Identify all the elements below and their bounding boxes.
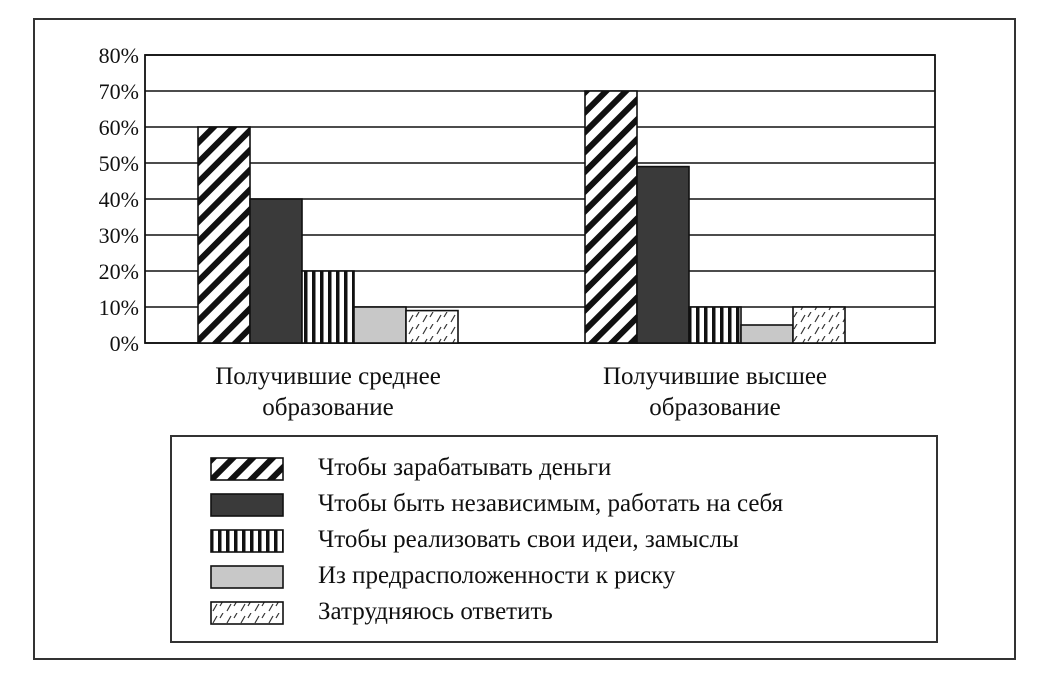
category-label: образование	[649, 394, 781, 421]
bars	[198, 91, 845, 343]
y-tick-label: 30%	[98, 223, 139, 248]
bar	[250, 199, 302, 343]
legend-label: Из предрасположенности к риску	[318, 562, 676, 589]
legend-label: Чтобы реализовать свои идеи, замыслы	[318, 526, 739, 553]
x-axis-categories	[215, 363, 827, 421]
y-tick-label: 40%	[98, 187, 139, 212]
bar	[354, 307, 406, 343]
category-label: Получившие высшее	[602, 363, 828, 390]
y-axis-ticks	[99, 43, 139, 356]
y-tick-label: 0%	[109, 331, 139, 356]
legend-swatch	[210, 529, 284, 553]
bar	[198, 127, 250, 343]
legend-swatch	[210, 493, 284, 517]
y-tick-label: 60%	[98, 115, 139, 140]
category-label: Получившие среднее	[215, 363, 441, 390]
category-label: образование	[262, 394, 394, 421]
bar	[689, 307, 741, 343]
bar	[585, 91, 637, 343]
legend-swatch	[210, 601, 284, 625]
bar	[302, 271, 354, 343]
y-tick-label: 70%	[98, 79, 139, 104]
bar	[741, 325, 793, 343]
bar	[793, 307, 845, 343]
legend-label: Затрудняюсь ответить	[318, 598, 553, 625]
legend-label: Чтобы зарабатывать деньги	[318, 454, 612, 481]
bar	[406, 311, 458, 343]
legend-swatch	[210, 565, 284, 589]
bar	[637, 167, 689, 343]
y-tick-label: 10%	[98, 295, 139, 320]
legend	[170, 435, 938, 643]
legend-label: Чтобы быть независимым, работать на себя	[318, 490, 784, 517]
y-tick-label: 80%	[98, 43, 139, 68]
y-tick-label: 20%	[98, 259, 139, 284]
y-tick-label: 50%	[98, 151, 139, 176]
legend-swatch	[210, 457, 284, 481]
